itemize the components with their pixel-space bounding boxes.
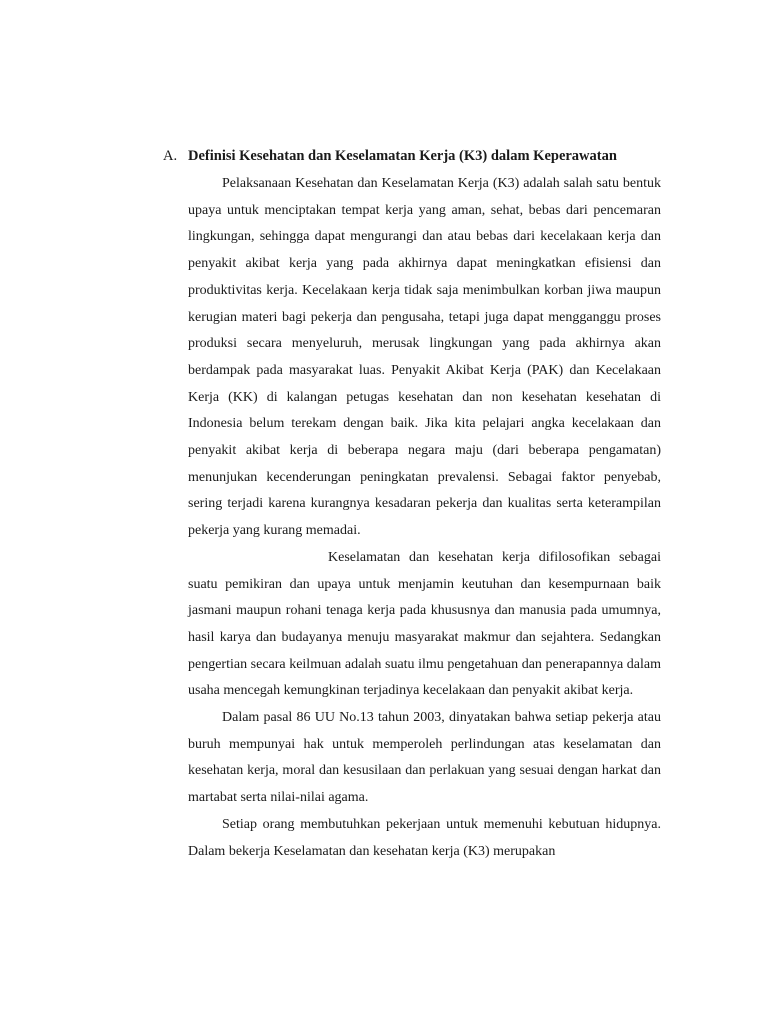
section-heading: [163, 145, 663, 167]
section-letter: A.: [163, 148, 178, 164]
paragraph-1: Pelaksanaan Kesehatan dan Keselamatan Kerja (K3) adalah salah satu bentuk upaya untuk menciptakan tempat kerja yang aman, sehat, bebas dari pencemaran lingkungan, sehingga dapat mengurangi dan atau bebas dari kecelakaan kerja dan penyakit akibat kerja yang pada akhirnya dapat meningkatkan efisiensi dan produktivitas kerja. Kecelakaan kerja tidak saja menimbulkan korban jiwa maupun kerugian materi bagi pekerja dan pengusaha, tetapi juga dapat mengganggu proses produksi secara menyeluruh, merusak lingkungan yang pada akhirnya akan berdampak pada masyarakat luas. Penyakit Akibat Kerja (PAK) dan Kecelakaan Kerja (KK) di kalangan petugas kesehatan dan non kesehatan kesehatan di Indonesia belum terekam dengan baik. Jika kita pelajari angka kecelakaan dan penyakit akibat kerja di beberapa negara maju (dari beberapa pengamatan) menunjukan kecenderungan peningkatan prevalensi. Sebagai faktor penyebab, sering terjadi karena kurangnya kesadaran pekerja dan kualitas serta keterampilan pekerja yang kurang memadai.: [188, 176, 661, 539]
paragraph-4: Setiap orang membutuhkan pekerjaan untuk memenuhi kebutuan hidupnya. Dalam bekerja Keselamatan dan kesehatan kerja (K3) merupakan: [188, 816, 661, 859]
section-title: Definisi Kesehatan dan Keselamatan Kerja (K3) dalam Keperawatan: [188, 148, 617, 164]
paragraph-2: Keselamatan dan kesehatan kerja difilosofikan sebagai suatu pemikiran dan upaya untuk menjamin keutuhan dan kesempurnaan baik jasmani maupun rohani tenaga kerja pada khususnya dan manusia pada umumnya, hasil karya dan budayanya menuju masyarakat makmur dan sejahtera. Sedangkan pengertian secara keilmuan adalah suatu ilmu pengetahuan dan penerapannya dalam usaha mencegah kemungkinan terjadinya kecelakaan dan penyakit akibat kerja.: [188, 549, 661, 699]
document-body: [188, 171, 661, 865]
paragraph-3: Dalam pasal 86 UU No.13 tahun 2003, dinyatakan bahwa setiap pekerja atau buruh mempunyai hak untuk memperoleh perlindungan atas keselamatan dan kesehatan kerja, moral dan kesusilaan dan perlakuan yang sesuai dengan harkat dan martabat serta nilai-nilai agama.: [188, 710, 661, 806]
